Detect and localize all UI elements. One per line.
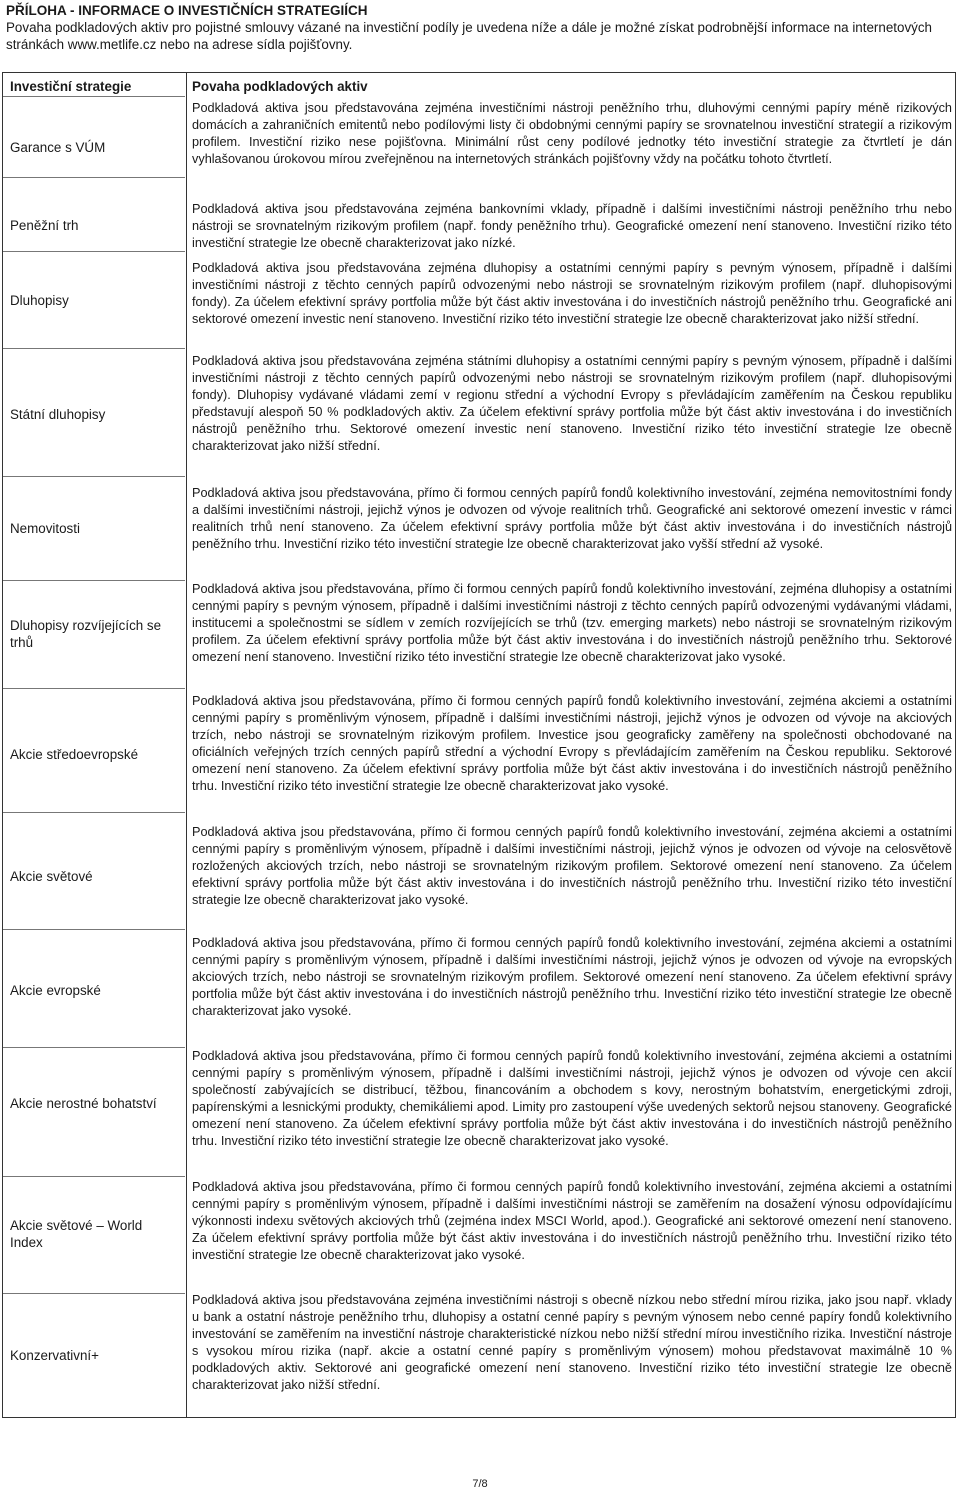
strategy-cell — [3, 1048, 185, 1177]
asset-description: Podkladová aktiva jsou představována, přímo či formou cenných papírů fondů kolektivního investování, zejména akciemi a ostatními cennými papíry s proměnlivým výnosem, případně i dalšími investičními nástroji se zaměřením na dosažení výnosu odpovídajícímu výkonnosti indexu světových akciových trhů (zejména index MSCI World, apod.). Geografické ani sektorové omezení není stanoveno. Za účelem efektivní správy portfolia může být část aktiv investována i do investičních nástrojů peněžního trhu. Investiční riziko této investiční strategie lze obecně charakterizovat jako vysoké. — [192, 1180, 952, 1262]
strategy-name: Státní dluhopisy — [10, 407, 106, 422]
strategy-cell — [3, 477, 185, 581]
document-title: PŘÍLOHA - INFORMACE O INVESTIČNÍCH STRATEGIÍCH — [6, 3, 368, 18]
asset-description: Podkladová aktiva jsou představována, přímo či formou cenných papírů fondů kolektivního investování, zejména akciemi a ostatními cennými papíry s proměnlivým výnosem, případně i dalšími investičními nástroji, jejichž výnos je odvozen od vývoje cen akcií společností zabývajících se distribucí, těžbou, financováním a obchodem s kovy, nerostným bohatstvím, energetickými zdroji, papírenskými a lesnickými produkty, chemikáliemi apod. Limity pro zastoupení výše uvedených sektorů nejsou stanoveny. Geografické omezení není stanoveno. Za účelem efektivní správy portfolia může být část aktiv investována i do investičních nástrojů peněžního trhu. Investiční riziko této investiční strategie lze obecně charakterizovat jako vysoké. — [192, 1049, 952, 1148]
strategy-header-cell — [3, 73, 185, 97]
strategy-name: Akcie evropské — [10, 983, 101, 998]
strategy-table — [2, 72, 956, 1418]
strategy-cell — [3, 349, 185, 477]
asset-description: Podkladová aktiva jsou představována, přímo či formou cenných papírů fondů kolektivního investování, zejména akciemi a ostatními cennými papíry s proměnlivým výnosem, případně i dalšími investičními nástroji, jejichž výnos je odvozen od vývoje na akciových trzích, nebo nástroji se srovnatelným rizikovým profilem. Investice jsou geograficky zaměřeny na společnosti obchodované na oficiálních veřejných trzích cenných papírů střední a východní Evropy s převládajícím zaměřením na Českou republiku. Sektorové omezení není stanoveno. Za účelem efektivní správy portfolia může být část aktiv investována i do investičních nástrojů peněžního trhu. Investiční riziko této investiční strategie lze obecně charakterizovat jako vysoké. — [192, 694, 952, 793]
strategy-cell — [3, 252, 185, 349]
asset-description: Podkladová aktiva jsou představována zejména investičními nástroji peněžního trhu, dluhovými cennými papíry méně rizikových domácích a zahraničních emitentů nebo podílovými listy či obdobnými cennými papíry se srovnatelnou investiční strategií a rizikovým profilem. Investiční riziko nese pojišťovna. Minimální růst ceny podílové jednotky této investiční strategie za čtvrtletí je dán vyhlašovanou úrokovou mírou zveřejněnou na internetových stránkách pojišťovny vždy na počátku tohoto čtvrtletí. — [192, 101, 952, 166]
intro-text: Povaha podkladových aktiv pro pojistné smlouvy vázané na investiční podíly je uvedena níže a dále je možné získat podrobnější informace na internetových stránkách www.metlife.cz nebo na adrese sídla pojišťovny. — [6, 20, 932, 52]
strategy-cell — [3, 930, 185, 1048]
strategy-cell — [3, 1177, 185, 1294]
strategy-name: Konzervativní+ — [10, 1348, 99, 1363]
asset-description: Podkladová aktiva jsou představována zejména dluhopisy a ostatními cennými papíry s pevným výnosem, případně i dalšími investičními nástroji z těchto cenných papírů odvozenými nebo nástroji se srovnatelným rizikovým profilem (např. dluhopisovými fondy). Za účelem efektivní správy portfolia může být část aktiv investována i do investičních nástrojů peněžního trhu. Geografické ani sektorové omezení investic není stanoveno. Investiční riziko této investiční strategie lze obecně charakterizovat jako nižší střední. — [192, 261, 952, 326]
strategy-name: Dluhopisy — [10, 293, 69, 308]
strategy-name: Peněžní trh — [10, 218, 79, 233]
strategy-name: Garance s VÚM — [10, 140, 106, 155]
page-number: 7/8 — [472, 1478, 488, 1490]
strategy-cell — [3, 581, 185, 689]
asset-description: Podkladová aktiva jsou představována zejména investičními nástroji s obecně nízkou nebo střední mírou rizika, jako jsou např. vklady u bank a ostatní nástroje peněžního trhu, dluhopisy a ostatní cenné papíry s pevným výnosem nebo cenné papíry fondů kolektivního investování se zaměřením na investiční nástroje charakteristické nízkou nebo nižší střední mírou investičního rizika. Investiční nástroje s vysokou mírou rizika (např. akcie a ostatní cenné papíry s proměnlivým výnosem) mohou představovat maximálně 10 % podkladových aktiv. Sektorové ani geografické omezení není stanoveno. Investiční riziko této investiční strategie lze obecně charakterizovat jako nižší střední. — [192, 1293, 952, 1392]
asset-description: Podkladová aktiva jsou představována, přímo či formou cenných papírů fondů kolektivního investování, zejména nemovitostními fondy a dalšími investičními nástroji, jejichž výnos je odvozen od vývoje realitních trhů. Geografické ani sektorové omezení investic v rámci realitních trhů není stanoveno. Za účelem efektivní správy portfolia může být část aktiv investována i do investičních nástrojů peněžního trhu. Investiční riziko této investiční strategie lze obecně charakterizovat jako vyšší střední až vysoké. — [192, 486, 952, 551]
strategy-cell — [3, 178, 185, 252]
strategy-column-header: Investiční strategie — [10, 79, 132, 94]
document-header — [6, 2, 956, 53]
asset-description: Podkladová aktiva jsou představována zejména bankovními vklady, případně i dalšími investičními nástroji peněžního trhu nebo nástroji se srovnatelným rizikovým profilem (např. fondy peněžního trhu). Geografické omezení není stanoveno. Investiční riziko této investiční strategie lze obecně charakterizovat jako nízké. — [192, 202, 952, 250]
strategy-cell — [3, 813, 185, 930]
strategy-cell — [3, 1294, 185, 1417]
strategy-name: Akcie nerostné bohatství — [10, 1096, 157, 1111]
strategy-name: Akcie světové – World Index — [10, 1218, 143, 1250]
column-divider — [186, 73, 187, 1417]
assets-column-header: Povaha podkladových aktiv — [192, 79, 368, 94]
strategy-name: Akcie světové — [10, 869, 93, 884]
strategy-cell — [3, 689, 185, 813]
asset-description: Podkladová aktiva jsou představována zejména státními dluhopisy a ostatními cennými papíry s pevným výnosem, případně i dalšími investičními nástroji z těchto cenných papírů odvozenými nebo nástroji se srovnatelným rizikovým profilem (např. dluhopisovými fondy). Dluhopisy vydávané vládami zemí v regionu střední a východní Evropy s převládajícím zaměřením na Českou republiku představují alespoň 50 % podkladových aktiv. Za účelem efektivní správy portfolia může být část aktiv investována i do investičních nástrojů peněžního trhu. Sektorové omezení investic není stanoveno. Investiční riziko této investiční strategie lze obecně charakterizovat jako nižší střední. — [192, 354, 952, 453]
strategy-name: Nemovitosti — [10, 521, 80, 536]
asset-description: Podkladová aktiva jsou představována, přímo či formou cenných papírů fondů kolektivního investování, zejména dluhopisy a ostatními cennými papíry s pevným výnosem, případně i dalšími investičními nástroji z těchto cenných papírů odvozenými vydávanými vládami, institucemi a společnostmi se sídlem v zemích rozvíjejících se trhů (tzv. emerging markets) nebo nástroji se srovnatelným rizikovým profilem. Za účelem efektivní správy portfolia může být část aktiv investována i do investičních nástrojů peněžního trhu. Sektorové omezení není stanoveno. Investiční riziko této investiční strategie lze obecně charakterizovat jako vysoké. — [192, 582, 952, 664]
asset-description: Podkladová aktiva jsou představována, přímo či formou cenných papírů fondů kolektivního investování, zejména akciemi a ostatními cennými papíry s proměnlivým výnosem, případně i dalšími investičními nástroji, jejichž výnos je odvozen od vývoje na evropských akciových trzích, nebo nástroji se srovnatelným rizikovým profilem. Sektorové omezení není stanoveno. Za účelem efektivní správy portfolia může být část aktiv investována i do investičních nástrojů peněžního trhu. Investiční riziko této investiční strategie lze obecně charakterizovat jako vysoké. — [192, 936, 952, 1018]
strategy-cell — [3, 97, 185, 178]
asset-description: Podkladová aktiva jsou představována, přímo či formou cenných papírů fondů kolektivního investování, zejména akciemi a ostatními cennými papíry s proměnlivým výnosem, případně i dalšími investičními nástroji, jejichž výnos je odvozen od vývoje na celosvětově rozložených akciových trzích, nebo nástroji se srovnatelným rizikovým profilem. Sektorové omezení není stanoveno. Za účelem efektivní správy portfolia může být část aktiv investována i do investičních nástrojů peněžního trhu. Investiční riziko této investiční strategie lze obecně charakterizovat jako vysoké. — [192, 825, 952, 907]
strategy-name: Akcie středoevropské — [10, 747, 139, 762]
strategy-name: Dluhopisy rozvíjejících se trhů — [10, 618, 162, 650]
